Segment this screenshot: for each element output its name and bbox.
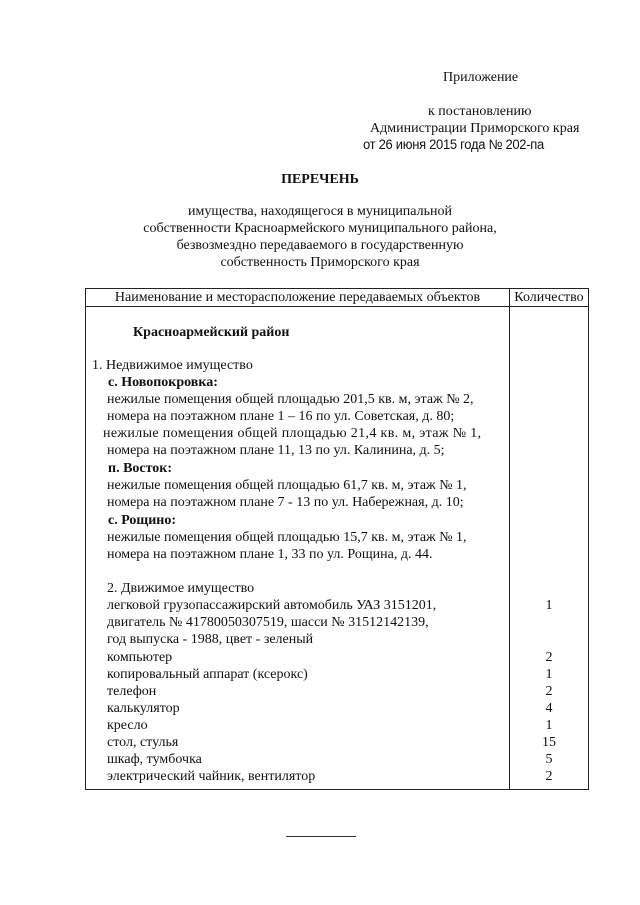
appendix-label: Приложение (443, 70, 519, 85)
item-name: компьютер (107, 650, 173, 665)
item-quantity: 1 (545, 718, 553, 733)
property-line: номера на поэтажном плане 11, 13 по ул. Калинина, д. 5; (107, 443, 445, 458)
section-title: 2. Движимое имущество (107, 581, 255, 596)
vehicle-quantity: 1 (545, 598, 553, 613)
district-heading: Красноармейский район (133, 325, 290, 340)
item-name: шкаф, тумбочка (107, 752, 202, 767)
table-header-name: Наименование и месторасположение передаваемых объектов (114, 290, 481, 305)
vehicle-line: легковой грузопассажирский автомобиль УАЗ 3151201, (107, 598, 437, 613)
item-name: калькулятор (107, 701, 180, 716)
date-number-stamp: от 26 июня 2015 года № 202-па (363, 136, 544, 153)
table-header-divider (85, 306, 589, 307)
property-line: номера на поэтажном плане 1, 33 по ул. Рощина, д. 44. (107, 547, 433, 562)
item-quantity: 15 (542, 735, 556, 750)
place-heading: п. Восток: (108, 461, 173, 476)
item-name: копировальный аппарат (ксерокс) (107, 667, 308, 682)
subtitle-line: имущества, находящегося в муниципальной (187, 204, 452, 219)
property-line: нежилые помещения общей площадью 21,4 кв. м, этаж № 1, (103, 426, 482, 441)
item-name: телефон (107, 684, 157, 699)
administration-label: Администрации Приморского края (370, 121, 580, 136)
item-quantity: 2 (545, 650, 553, 665)
property-line: номера на поэтажном плане 1 – 16 по ул. Советская, д. 80; (107, 409, 455, 424)
subtitle-line: безвозмездно передаваемого в государственную (176, 238, 464, 253)
to-resolution-label: к постановлению (428, 104, 532, 119)
place-heading: с. Рощино: (108, 513, 177, 528)
table-header-quantity: Количество (514, 290, 584, 305)
item-quantity: 2 (545, 684, 553, 699)
item-name: электрический чайник, вентилятор (107, 769, 316, 784)
property-line: нежилые помещения общей площадью 15,7 кв. м, этаж № 1, (107, 530, 467, 545)
page-title: ПЕРЕЧЕНЬ (281, 172, 359, 187)
place-heading: с. Новопокровка: (108, 375, 218, 390)
vehicle-line: год выпуска - 1988, цвет - зеленый (107, 632, 314, 647)
item-quantity: 5 (545, 752, 553, 767)
subtitle-line: собственность Приморского края (220, 255, 420, 270)
subtitle-line: собственности Красноармейского муниципального района, (143, 221, 497, 236)
item-name: стол, стулья (107, 735, 179, 750)
property-line: нежилые помещения общей площадью 201,5 кв. м, этаж № 2, (107, 392, 474, 407)
property-line: номера на поэтажном плане 7 - 13 по ул. Набережная, д. 10; (107, 495, 464, 510)
item-quantity: 2 (545, 769, 553, 784)
property-line: нежилые помещения общей площадью 61,7 кв. м, этаж № 1, (107, 478, 467, 493)
item-quantity: 4 (545, 701, 553, 716)
item-quantity: 1 (545, 667, 553, 682)
vehicle-line: двигатель № 41780050307519, шасси № 31512142139, (107, 615, 429, 630)
footer-separator (286, 836, 356, 837)
section-title: 1. Недвижимое имущество (92, 358, 253, 373)
item-name: кресло (107, 718, 148, 733)
